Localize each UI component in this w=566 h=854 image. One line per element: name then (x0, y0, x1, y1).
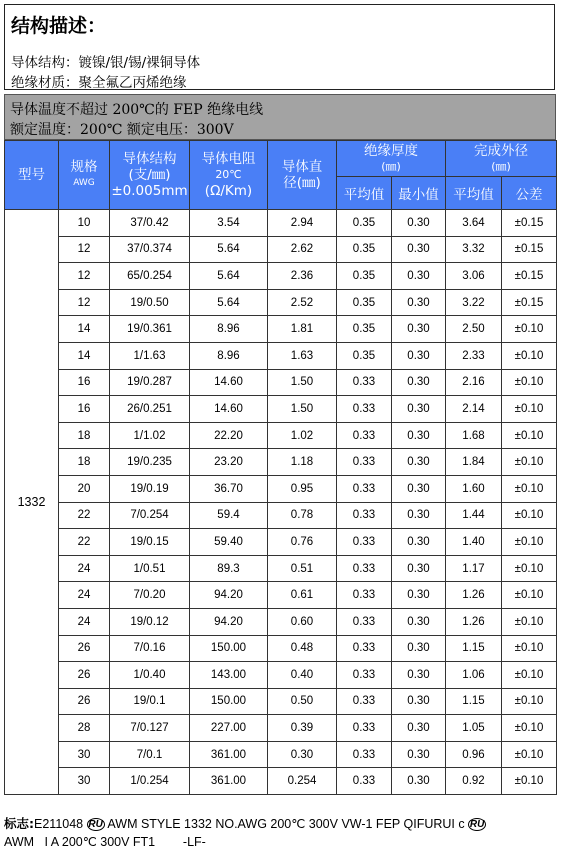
cell-insulation-avg: 0.35 (337, 210, 392, 237)
cell-tolerance: ±0.10 (502, 635, 557, 662)
cell-diameter: 1.63 (268, 342, 337, 369)
cell-diameter: 0.51 (268, 555, 337, 582)
cell-model: 1332 (5, 210, 59, 795)
cell-insulation-min: 0.30 (392, 608, 446, 635)
cell-awg: 18 (59, 422, 110, 449)
header-resistance (190, 141, 268, 210)
cell-outer-avg: 1.68 (446, 422, 502, 449)
table-row (5, 369, 557, 396)
cell-insulation-avg: 0.35 (337, 289, 392, 316)
table-row (5, 529, 557, 556)
table-row (5, 263, 557, 290)
table-row (5, 715, 557, 742)
cell-resistance: 143.00 (190, 662, 268, 689)
cell-tolerance: ±0.15 (502, 236, 557, 263)
table-row (5, 582, 557, 609)
cell-conductor: 19/0.15 (110, 529, 190, 556)
cell-outer-avg: 1.17 (446, 555, 502, 582)
header-resistance-temp: 20℃ (215, 168, 242, 181)
cell-insulation-min: 0.30 (392, 662, 446, 689)
cell-outer-avg: 1.15 (446, 635, 502, 662)
cell-conductor: 1/0.51 (110, 555, 190, 582)
header-conductor-label: 导体结构 (122, 151, 177, 167)
cell-resistance: 14.60 (190, 396, 268, 423)
cell-awg: 20 (59, 475, 110, 502)
cell-awg: 18 (59, 449, 110, 476)
header-diameter-label: 导体直 (281, 159, 323, 175)
cell-insulation-avg: 0.33 (337, 475, 392, 502)
conductor-structure-line: 导体结构：镀镍/银/锡/裸铜导体 (11, 55, 201, 71)
cell-conductor: 1/0.40 (110, 662, 190, 689)
header-diameter (268, 141, 337, 210)
cell-awg: 28 (59, 715, 110, 742)
cell-awg: 26 (59, 662, 110, 689)
cell-awg: 24 (59, 582, 110, 609)
table-row (5, 396, 557, 423)
cell-insulation-min: 0.30 (392, 210, 446, 237)
cell-conductor: 7/0.1 (110, 741, 190, 768)
table-row (5, 688, 557, 715)
cell-diameter: 2.36 (268, 263, 337, 290)
cell-tolerance: ±0.10 (502, 608, 557, 635)
cell-tolerance: ±0.15 (502, 210, 557, 237)
cell-resistance: 14.60 (190, 369, 268, 396)
cell-tolerance: ±0.10 (502, 662, 557, 689)
cell-diameter: 1.50 (268, 369, 337, 396)
cell-resistance: 5.64 (190, 236, 268, 263)
table-row (5, 210, 557, 237)
cell-resistance: 94.20 (190, 582, 268, 609)
cell-outer-avg: 0.96 (446, 741, 502, 768)
cell-outer-avg: 3.22 (446, 289, 502, 316)
cell-outer-avg: 2.33 (446, 342, 502, 369)
cell-conductor: 19/0.50 (110, 289, 190, 316)
cell-insulation-min: 0.30 (392, 529, 446, 556)
cell-resistance: 150.00 (190, 688, 268, 715)
header-insulation-unit: (㎜) (381, 159, 401, 173)
header-diameter-unit: 径(㎜) (283, 175, 321, 191)
table-row (5, 449, 557, 476)
cell-diameter: 0.60 (268, 608, 337, 635)
cell-insulation-avg: 0.33 (337, 635, 392, 662)
cell-diameter: 0.40 (268, 662, 337, 689)
banner-line-1: 导体温度不超过 200℃的 FEP 绝缘电线 (10, 102, 264, 118)
table-row (5, 342, 557, 369)
cell-tolerance: ±0.10 (502, 422, 557, 449)
cell-resistance: 36.70 (190, 475, 268, 502)
cell-tolerance: ±0.10 (502, 741, 557, 768)
cell-outer-avg: 1.06 (446, 662, 502, 689)
cell-insulation-min: 0.30 (392, 263, 446, 290)
cell-tolerance: ±0.10 (502, 502, 557, 529)
header-conductor (110, 141, 190, 210)
cell-resistance: 150.00 (190, 635, 268, 662)
cell-tolerance: ±0.10 (502, 342, 557, 369)
cell-awg: 24 (59, 555, 110, 582)
cell-tolerance: ±0.10 (502, 396, 557, 423)
cell-resistance: 89.3 (190, 555, 268, 582)
header-outer-label: 完成外径 (474, 142, 528, 159)
cell-tolerance: ±0.10 (502, 529, 557, 556)
cell-awg: 14 (59, 316, 110, 343)
spec-table-body (5, 210, 557, 795)
cell-resistance: 3.54 (190, 210, 268, 237)
cell-insulation-min: 0.30 (392, 555, 446, 582)
header-gauge-unit: AWG (73, 178, 95, 188)
cell-resistance: 23.20 (190, 449, 268, 476)
cell-awg: 22 (59, 502, 110, 529)
cell-conductor: 1/1.63 (110, 342, 190, 369)
cell-diameter: 2.62 (268, 236, 337, 263)
header-gauge (59, 141, 110, 210)
insulation-material-line: 绝缘材质：聚全氟乙丙烯绝缘 (11, 75, 187, 91)
cell-insulation-avg: 0.33 (337, 529, 392, 556)
cell-conductor: 19/0.12 (110, 608, 190, 635)
cell-tolerance: ±0.10 (502, 582, 557, 609)
cell-insulation-min: 0.30 (392, 741, 446, 768)
cell-conductor: 7/0.20 (110, 582, 190, 609)
table-row (5, 741, 557, 768)
cell-resistance: 8.96 (190, 342, 268, 369)
table-row (5, 475, 557, 502)
cell-insulation-avg: 0.35 (337, 316, 392, 343)
cell-outer-avg: 2.16 (446, 369, 502, 396)
cell-resistance: 22.20 (190, 422, 268, 449)
cell-awg: 14 (59, 342, 110, 369)
cell-outer-avg: 1.44 (446, 502, 502, 529)
cell-outer-avg: 3.64 (446, 210, 502, 237)
cell-insulation-avg: 0.33 (337, 715, 392, 742)
cell-conductor: 37/0.374 (110, 236, 190, 263)
cell-conductor: 19/0.19 (110, 475, 190, 502)
cell-insulation-avg: 0.33 (337, 608, 392, 635)
header-gauge-label: 规格 (70, 159, 98, 175)
cell-outer-avg: 1.05 (446, 715, 502, 742)
marking-line-2: AWM I A 200℃ 300V FT1 -LF- (4, 835, 206, 849)
cell-outer-avg: 2.14 (446, 396, 502, 423)
cell-outer-avg: 1.26 (446, 582, 502, 609)
cell-outer-avg: 3.06 (446, 263, 502, 290)
cell-awg: 26 (59, 688, 110, 715)
marking-style-text: AWM STYLE 1332 NO.AWG 200℃ 300V VW-1 FEP QIFURUI c (107, 817, 465, 831)
ul-recognized-icon-2: RU (469, 819, 485, 830)
cell-conductor: 19/0.361 (110, 316, 190, 343)
cell-diameter: 2.52 (268, 289, 337, 316)
cell-insulation-avg: 0.33 (337, 369, 392, 396)
header-outer-diameter (446, 141, 557, 177)
cell-insulation-avg: 0.35 (337, 342, 392, 369)
cell-tolerance: ±0.15 (502, 289, 557, 316)
cell-insulation-avg: 0.35 (337, 263, 392, 290)
cell-insulation-avg: 0.33 (337, 768, 392, 795)
cell-resistance: 5.64 (190, 263, 268, 290)
cell-insulation-min: 0.30 (392, 316, 446, 343)
header-conductor-tol: ±0.005mm (111, 183, 188, 199)
cell-diameter: 0.30 (268, 741, 337, 768)
cell-resistance: 227.00 (190, 715, 268, 742)
cell-diameter: 0.95 (268, 475, 337, 502)
cell-tolerance: ±0.10 (502, 688, 557, 715)
cell-awg: 10 (59, 210, 110, 237)
cell-insulation-min: 0.30 (392, 236, 446, 263)
spec-table (4, 140, 557, 795)
cell-awg: 16 (59, 369, 110, 396)
cell-insulation-min: 0.30 (392, 582, 446, 609)
header-insulation (337, 141, 446, 177)
cell-awg: 22 (59, 529, 110, 556)
cell-tolerance: ±0.10 (502, 316, 557, 343)
cell-insulation-min: 0.30 (392, 635, 446, 662)
cell-conductor: 65/0.254 (110, 263, 190, 290)
marking-file-number: E211048 (34, 817, 84, 831)
cell-diameter: 0.76 (268, 529, 337, 556)
rating-banner (4, 94, 556, 140)
cell-outer-avg: 2.50 (446, 316, 502, 343)
cell-insulation-min: 0.30 (392, 342, 446, 369)
cell-diameter: 0.39 (268, 715, 337, 742)
ul-recognized-icon: RU (88, 819, 103, 830)
cell-insulation-avg: 0.33 (337, 396, 392, 423)
cell-insulation-min: 0.30 (392, 449, 446, 476)
table-row (5, 662, 557, 689)
header-outer-tolerance: 公差 (502, 177, 557, 210)
cell-awg: 24 (59, 608, 110, 635)
cell-insulation-min: 0.30 (392, 502, 446, 529)
cell-diameter: 1.02 (268, 422, 337, 449)
cell-resistance: 59.40 (190, 529, 268, 556)
cell-insulation-avg: 0.33 (337, 688, 392, 715)
cell-insulation-min: 0.30 (392, 688, 446, 715)
cell-insulation-min: 0.30 (392, 715, 446, 742)
cell-outer-avg: 1.40 (446, 529, 502, 556)
cell-tolerance: ±0.10 (502, 768, 557, 795)
cell-awg: 16 (59, 396, 110, 423)
cell-awg: 12 (59, 263, 110, 290)
banner-line-2: 额定温度：200℃ 额定电压：300V (10, 122, 234, 138)
cell-awg: 30 (59, 741, 110, 768)
cell-conductor: 19/0.287 (110, 369, 190, 396)
marking-label: 标志: (4, 816, 34, 831)
cell-tolerance: ±0.10 (502, 369, 557, 396)
cell-tolerance: ±0.10 (502, 715, 557, 742)
cell-outer-avg: 3.32 (446, 236, 502, 263)
cell-insulation-avg: 0.33 (337, 422, 392, 449)
structure-title: 结构描述： (11, 15, 107, 37)
header-outer-unit: (㎜) (491, 159, 511, 173)
header-insulation-min: 最小值 (392, 177, 446, 210)
header-outer-avg: 平均值 (446, 177, 502, 210)
cell-diameter: 1.50 (268, 396, 337, 423)
table-row (5, 316, 557, 343)
cell-diameter: 0.48 (268, 635, 337, 662)
table-row (5, 608, 557, 635)
cell-insulation-min: 0.30 (392, 369, 446, 396)
cell-insulation-avg: 0.33 (337, 662, 392, 689)
cell-resistance: 361.00 (190, 741, 268, 768)
header-resistance-label: 导体电阻 (201, 151, 256, 167)
cell-diameter: 0.78 (268, 502, 337, 529)
cell-conductor: 7/0.127 (110, 715, 190, 742)
cell-insulation-avg: 0.33 (337, 741, 392, 768)
cell-resistance: 94.20 (190, 608, 268, 635)
cell-insulation-avg: 0.35 (337, 236, 392, 263)
cell-awg: 26 (59, 635, 110, 662)
cell-conductor: 1/0.254 (110, 768, 190, 795)
cell-resistance: 361.00 (190, 768, 268, 795)
cell-conductor: 19/0.1 (110, 688, 190, 715)
cell-resistance: 5.64 (190, 289, 268, 316)
cell-insulation-min: 0.30 (392, 289, 446, 316)
cell-conductor: 37/0.42 (110, 210, 190, 237)
cell-diameter: 1.81 (268, 316, 337, 343)
cell-conductor: 7/0.16 (110, 635, 190, 662)
header-resistance-unit: (Ω/Km) (204, 183, 253, 199)
header-conductor-unit: (支/㎜) (128, 167, 171, 183)
header-insulation-avg: 平均值 (337, 177, 392, 210)
table-row (5, 236, 557, 263)
cell-insulation-min: 0.30 (392, 422, 446, 449)
cell-conductor: 26/0.251 (110, 396, 190, 423)
cell-insulation-avg: 0.33 (337, 502, 392, 529)
cell-conductor: 1/1.02 (110, 422, 190, 449)
cell-insulation-min: 0.30 (392, 768, 446, 795)
cell-tolerance: ±0.15 (502, 263, 557, 290)
cell-conductor: 19/0.235 (110, 449, 190, 476)
table-row (5, 555, 557, 582)
cell-insulation-avg: 0.33 (337, 555, 392, 582)
cell-outer-avg: 1.84 (446, 449, 502, 476)
cell-outer-avg: 0.92 (446, 768, 502, 795)
header-model: 型号 (5, 141, 59, 210)
table-row (5, 289, 557, 316)
cell-diameter: 0.61 (268, 582, 337, 609)
cell-insulation-avg: 0.33 (337, 582, 392, 609)
cell-conductor: 7/0.254 (110, 502, 190, 529)
cell-insulation-min: 0.30 (392, 475, 446, 502)
cell-diameter: 2.94 (268, 210, 337, 237)
cell-outer-avg: 1.26 (446, 608, 502, 635)
cell-insulation-min: 0.30 (392, 396, 446, 423)
cell-outer-avg: 1.15 (446, 688, 502, 715)
cell-tolerance: ±0.10 (502, 475, 557, 502)
cell-insulation-avg: 0.33 (337, 449, 392, 476)
cell-tolerance: ±0.10 (502, 449, 557, 476)
header-insulation-label: 绝缘厚度 (364, 142, 418, 159)
table-row (5, 502, 557, 529)
cell-awg: 30 (59, 768, 110, 795)
cell-diameter: 0.50 (268, 688, 337, 715)
table-row (5, 422, 557, 449)
cell-outer-avg: 1.60 (446, 475, 502, 502)
cell-resistance: 59.4 (190, 502, 268, 529)
marking-line-1 (4, 814, 486, 832)
cell-awg: 12 (59, 236, 110, 263)
structure-description-box (4, 4, 555, 90)
table-row (5, 768, 557, 795)
cell-diameter: 0.254 (268, 768, 337, 795)
cell-awg: 12 (59, 289, 110, 316)
cell-diameter: 1.18 (268, 449, 337, 476)
cell-tolerance: ±0.10 (502, 555, 557, 582)
cell-resistance: 8.96 (190, 316, 268, 343)
table-row (5, 635, 557, 662)
